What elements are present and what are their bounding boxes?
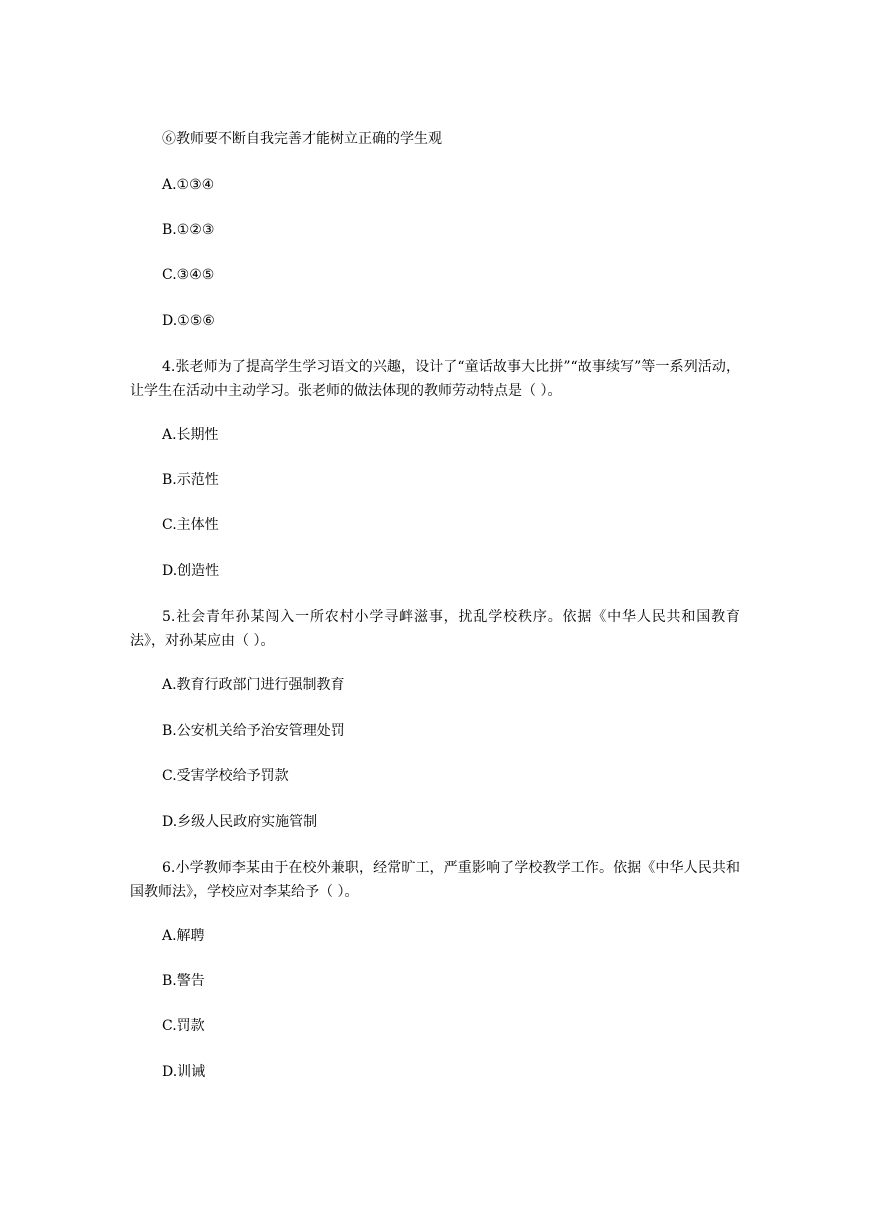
q3-option-a: A.①③④ (162, 177, 215, 193)
q4-option-d: D.创造性 (162, 563, 220, 579)
question-5-stem: 5.社会青年孙某闯入一所农村小学寻衅滋事，扰乱学校秩序。依据《中华人民共和国教育法》，对孙某应由（ ）。 (130, 609, 740, 649)
q4-option-c: C.主体性 (162, 517, 219, 533)
q4-option-b: B.示范性 (162, 472, 219, 488)
q4-option-a: A.长期性 (162, 427, 219, 443)
statement-6: ⑥教师要不断自我完善才能树立正确的学生观 (162, 131, 442, 147)
q3-option-c: C.③④⑤ (162, 267, 215, 283)
q6-option-c: C.罚款 (162, 1018, 205, 1034)
q5-option-b: B.公安机关给予治安管理处罚 (162, 723, 345, 739)
q5-option-a: A.教育行政部门进行强制教育 (162, 677, 345, 693)
q6-option-d: D.训诫 (162, 1064, 206, 1080)
question-4-stem: 4.张老师为了提高学生学习语文的兴趣，设计了“童话故事大比拼”“故事续写”等一系列活动，让学生在活动中主动学习。张老师的做法体现的教师劳动特点是（ ）。 (130, 359, 740, 399)
q3-option-d: D.①⑤⑥ (162, 313, 215, 329)
q3-option-b: B.①②③ (162, 222, 215, 238)
question-6-stem: 6.小学教师李某由于在校外兼职，经常旷工，严重影响了学校教学工作。依据《中华人民共和国教师法》，学校应对李某给予（ ）。 (130, 860, 740, 900)
q5-option-c: C.受害学校给予罚款 (162, 768, 289, 784)
q6-option-b: B.警告 (162, 973, 205, 989)
q6-option-a: A.解聘 (162, 928, 205, 944)
q5-option-d: D.乡级人民政府实施管制 (162, 814, 318, 830)
